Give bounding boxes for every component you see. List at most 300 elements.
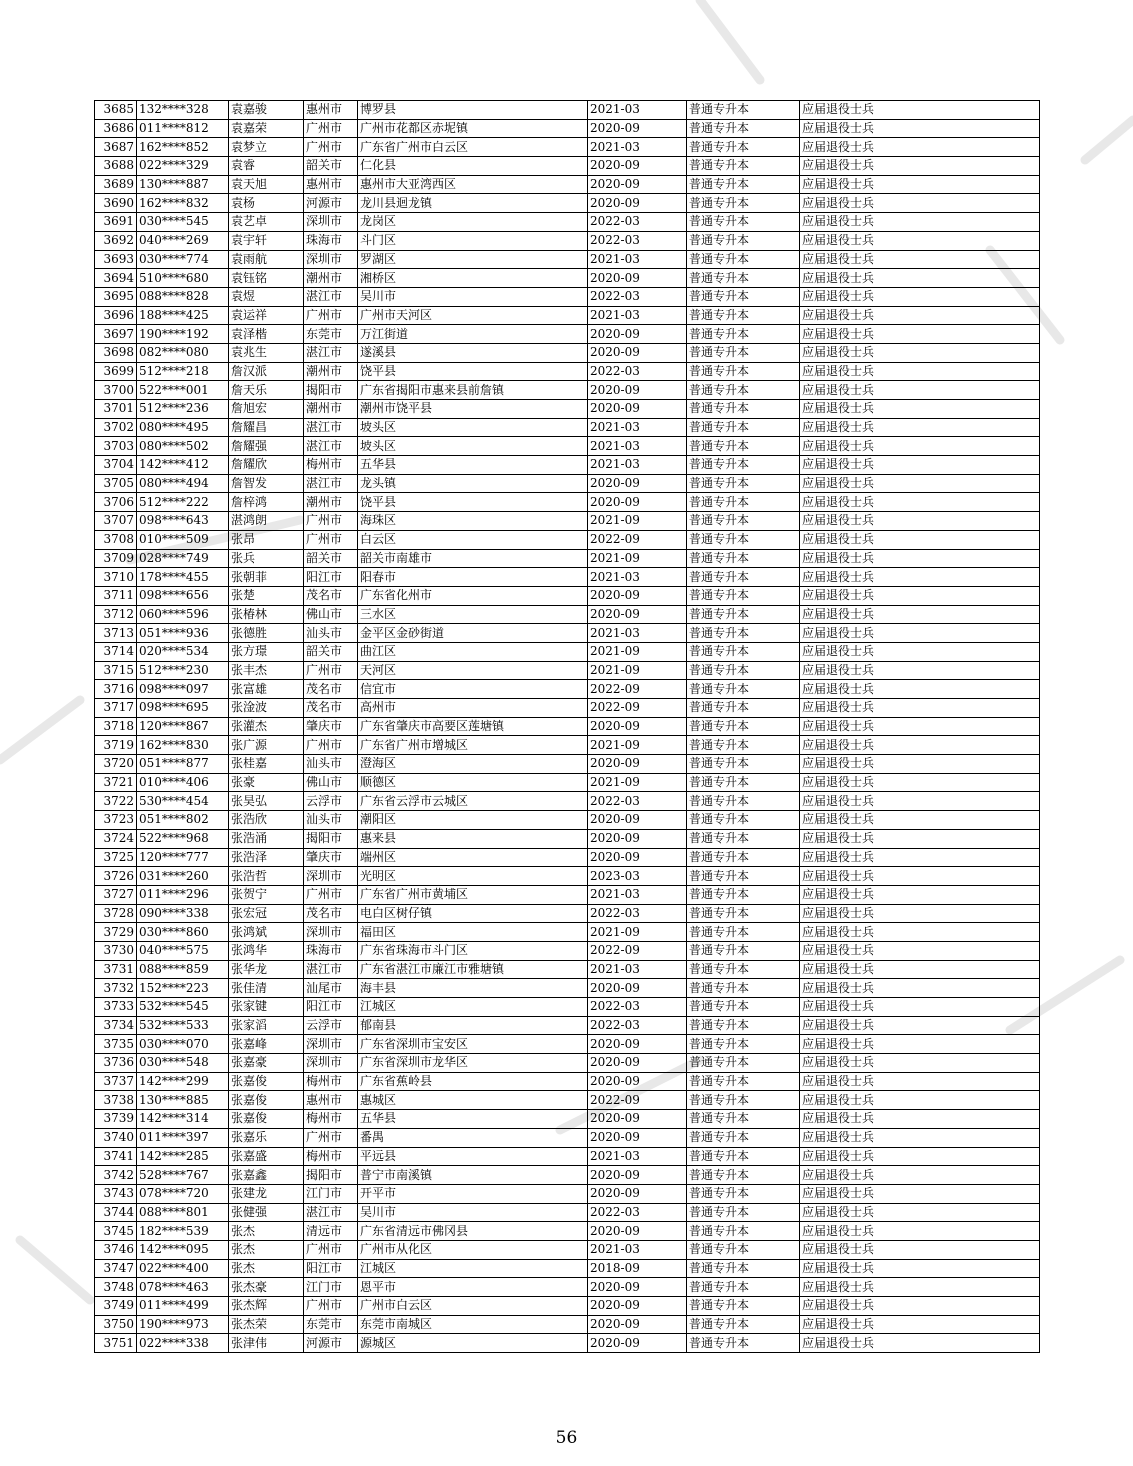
name-cell: 袁宇轩 bbox=[229, 231, 304, 250]
table-row bbox=[95, 175, 1040, 194]
candidate-id-cell: 010****406 bbox=[137, 773, 229, 792]
name-cell: 张嘉俊 bbox=[229, 1110, 304, 1129]
name-cell: 袁钰铭 bbox=[229, 269, 304, 288]
serial-number-cell: 3750 bbox=[95, 1315, 137, 1334]
serial-number-cell: 3690 bbox=[95, 194, 137, 213]
city-cell: 广州市 bbox=[304, 530, 358, 549]
candidate-id-cell: 078****720 bbox=[137, 1184, 229, 1203]
city-cell: 湛江市 bbox=[304, 418, 358, 437]
city-cell: 东莞市 bbox=[304, 1315, 358, 1334]
address-cell: 罗湖区 bbox=[358, 250, 588, 269]
name-cell: 张椿林 bbox=[229, 605, 304, 624]
serial-number-cell: 3740 bbox=[95, 1128, 137, 1147]
status-cell: 应届退役士兵 bbox=[800, 717, 1040, 736]
status-cell: 应届退役士兵 bbox=[800, 624, 1040, 643]
candidate-id-cell: 030****860 bbox=[137, 923, 229, 942]
category-cell: 普通专升本 bbox=[687, 568, 800, 587]
address-cell: 广东省珠海市斗门区 bbox=[358, 941, 588, 960]
address-cell: 天河区 bbox=[358, 661, 588, 680]
category-cell: 普通专升本 bbox=[687, 941, 800, 960]
category-cell: 普通专升本 bbox=[687, 325, 800, 344]
enlist-date-cell: 2021-03 bbox=[588, 306, 687, 325]
serial-number-cell: 3718 bbox=[95, 717, 137, 736]
address-cell: 光明区 bbox=[358, 867, 588, 886]
table-row bbox=[95, 549, 1040, 568]
category-cell: 普通专升本 bbox=[687, 979, 800, 998]
serial-number-cell: 3706 bbox=[95, 493, 137, 512]
serial-number-cell: 3716 bbox=[95, 680, 137, 699]
candidate-id-cell: 530****454 bbox=[137, 792, 229, 811]
table-row bbox=[95, 1110, 1040, 1129]
serial-number-cell: 3743 bbox=[95, 1184, 137, 1203]
status-cell: 应届退役士兵 bbox=[800, 941, 1040, 960]
city-cell: 深圳市 bbox=[304, 250, 358, 269]
enlist-date-cell: 2022-03 bbox=[588, 231, 687, 250]
city-cell: 潮州市 bbox=[304, 362, 358, 381]
address-cell: 广东省深圳市宝安区 bbox=[358, 1035, 588, 1054]
serial-number-cell: 3686 bbox=[95, 119, 137, 138]
category-cell: 普通专升本 bbox=[687, 904, 800, 923]
table-row bbox=[95, 717, 1040, 736]
city-cell: 广州市 bbox=[304, 306, 358, 325]
address-cell: 仁化县 bbox=[358, 157, 588, 176]
address-cell: 广东省广州市增城区 bbox=[358, 736, 588, 755]
address-cell: 广州市花都区赤坭镇 bbox=[358, 119, 588, 138]
enlist-date-cell: 2020-09 bbox=[588, 1035, 687, 1054]
enlist-date-cell: 2021-03 bbox=[588, 1147, 687, 1166]
enlist-date-cell: 2021-03 bbox=[588, 960, 687, 979]
table-row bbox=[95, 904, 1040, 923]
status-cell: 应届退役士兵 bbox=[800, 287, 1040, 306]
candidate-id-cell: 162****832 bbox=[137, 194, 229, 213]
city-cell: 茂名市 bbox=[304, 699, 358, 718]
candidate-id-cell: 132****328 bbox=[137, 101, 229, 120]
address-cell: 广州市天河区 bbox=[358, 306, 588, 325]
serial-number-cell: 3747 bbox=[95, 1259, 137, 1278]
status-cell: 应届退役士兵 bbox=[800, 325, 1040, 344]
serial-number-cell: 3698 bbox=[95, 343, 137, 362]
category-cell: 普通专升本 bbox=[687, 998, 800, 1017]
serial-number-cell: 3688 bbox=[95, 157, 137, 176]
category-cell: 普通专升本 bbox=[687, 1128, 800, 1147]
table-row bbox=[95, 755, 1040, 774]
enlist-date-cell: 2020-09 bbox=[588, 586, 687, 605]
name-cell: 张杰 bbox=[229, 1222, 304, 1241]
city-cell: 湛江市 bbox=[304, 960, 358, 979]
enlist-date-cell: 2020-09 bbox=[588, 175, 687, 194]
status-cell: 应届退役士兵 bbox=[800, 792, 1040, 811]
name-cell: 张健强 bbox=[229, 1203, 304, 1222]
candidate-id-cell: 522****001 bbox=[137, 381, 229, 400]
candidate-id-cell: 082****080 bbox=[137, 343, 229, 362]
address-cell: 源城区 bbox=[358, 1334, 588, 1353]
category-cell: 普通专升本 bbox=[687, 456, 800, 475]
address-cell: 江城区 bbox=[358, 998, 588, 1017]
city-cell: 清远市 bbox=[304, 1222, 358, 1241]
status-cell: 应届退役士兵 bbox=[800, 400, 1040, 419]
candidate-id-cell: 040****269 bbox=[137, 231, 229, 250]
candidate-id-cell: 030****545 bbox=[137, 213, 229, 232]
status-cell: 应届退役士兵 bbox=[800, 829, 1040, 848]
city-cell: 韶关市 bbox=[304, 549, 358, 568]
table-row bbox=[95, 1016, 1040, 1035]
enlist-date-cell: 2020-09 bbox=[588, 493, 687, 512]
table-row bbox=[95, 811, 1040, 830]
city-cell: 东莞市 bbox=[304, 325, 358, 344]
status-cell: 应届退役士兵 bbox=[800, 194, 1040, 213]
enlist-date-cell: 2020-09 bbox=[588, 829, 687, 848]
name-cell: 张豪 bbox=[229, 773, 304, 792]
table-row bbox=[95, 1203, 1040, 1222]
status-cell: 应届退役士兵 bbox=[800, 680, 1040, 699]
address-cell: 龙川县迴龙镇 bbox=[358, 194, 588, 213]
serial-number-cell: 3733 bbox=[95, 998, 137, 1017]
candidate-id-cell: 011****812 bbox=[137, 119, 229, 138]
category-cell: 普通专升本 bbox=[687, 755, 800, 774]
candidate-id-cell: 512****222 bbox=[137, 493, 229, 512]
address-cell: 番禺 bbox=[358, 1128, 588, 1147]
candidate-id-cell: 051****877 bbox=[137, 755, 229, 774]
enlist-date-cell: 2022-03 bbox=[588, 904, 687, 923]
table-row bbox=[95, 287, 1040, 306]
serial-number-cell: 3700 bbox=[95, 381, 137, 400]
city-cell: 潮州市 bbox=[304, 269, 358, 288]
status-cell: 应届退役士兵 bbox=[800, 1297, 1040, 1316]
table-row bbox=[95, 493, 1040, 512]
serial-number-cell: 3726 bbox=[95, 867, 137, 886]
category-cell: 普通专升本 bbox=[687, 269, 800, 288]
enlist-date-cell: 2021-03 bbox=[588, 250, 687, 269]
serial-number-cell: 3697 bbox=[95, 325, 137, 344]
address-cell: 东莞市南城区 bbox=[358, 1315, 588, 1334]
enlist-date-cell: 2020-09 bbox=[588, 1334, 687, 1353]
name-cell: 张嘉豪 bbox=[229, 1054, 304, 1073]
address-cell: 信宜市 bbox=[358, 680, 588, 699]
category-cell: 普通专升本 bbox=[687, 885, 800, 904]
serial-number-cell: 3708 bbox=[95, 530, 137, 549]
address-cell: 潮阳区 bbox=[358, 811, 588, 830]
city-cell: 阳江市 bbox=[304, 568, 358, 587]
enlist-date-cell: 2020-09 bbox=[588, 755, 687, 774]
status-cell: 应届退役士兵 bbox=[800, 904, 1040, 923]
city-cell: 茂名市 bbox=[304, 904, 358, 923]
category-cell: 普通专升本 bbox=[687, 231, 800, 250]
name-cell: 詹耀强 bbox=[229, 437, 304, 456]
enlist-date-cell: 2020-09 bbox=[588, 717, 687, 736]
table-row bbox=[95, 1128, 1040, 1147]
candidate-id-cell: 040****575 bbox=[137, 941, 229, 960]
table-row bbox=[95, 381, 1040, 400]
status-cell: 应届退役士兵 bbox=[800, 960, 1040, 979]
enlist-date-cell: 2020-09 bbox=[588, 474, 687, 493]
serial-number-cell: 3738 bbox=[95, 1091, 137, 1110]
category-cell: 普通专升本 bbox=[687, 343, 800, 362]
city-cell: 汕尾市 bbox=[304, 979, 358, 998]
enlist-date-cell: 2022-03 bbox=[588, 287, 687, 306]
enlist-date-cell: 2020-09 bbox=[588, 194, 687, 213]
address-cell: 龙岗区 bbox=[358, 213, 588, 232]
name-cell: 张桂嘉 bbox=[229, 755, 304, 774]
name-cell: 袁雨航 bbox=[229, 250, 304, 269]
serial-number-cell: 3711 bbox=[95, 586, 137, 605]
status-cell: 应届退役士兵 bbox=[800, 642, 1040, 661]
name-cell: 詹旭宏 bbox=[229, 400, 304, 419]
serial-number-cell: 3694 bbox=[95, 269, 137, 288]
status-cell: 应届退役士兵 bbox=[800, 549, 1040, 568]
status-cell: 应届退役士兵 bbox=[800, 1222, 1040, 1241]
city-cell: 广州市 bbox=[304, 736, 358, 755]
category-cell: 普通专升本 bbox=[687, 119, 800, 138]
city-cell: 梅州市 bbox=[304, 1072, 358, 1091]
enlist-date-cell: 2020-09 bbox=[588, 1297, 687, 1316]
enlist-date-cell: 2021-09 bbox=[588, 512, 687, 531]
city-cell: 广州市 bbox=[304, 885, 358, 904]
enlist-date-cell: 2022-03 bbox=[588, 362, 687, 381]
name-cell: 袁嘉骏 bbox=[229, 101, 304, 120]
city-cell: 广州市 bbox=[304, 119, 358, 138]
status-cell: 应届退役士兵 bbox=[800, 1240, 1040, 1259]
candidate-id-cell: 522****968 bbox=[137, 829, 229, 848]
table-row bbox=[95, 661, 1040, 680]
address-cell: 广东省云浮市云城区 bbox=[358, 792, 588, 811]
status-cell: 应届退役士兵 bbox=[800, 923, 1040, 942]
candidate-id-cell: 190****192 bbox=[137, 325, 229, 344]
address-cell: 饶平县 bbox=[358, 362, 588, 381]
table-row bbox=[95, 362, 1040, 381]
enlist-date-cell: 2020-09 bbox=[588, 1128, 687, 1147]
table-body bbox=[95, 101, 1040, 1353]
serial-number-cell: 3705 bbox=[95, 474, 137, 493]
table-row bbox=[95, 1278, 1040, 1297]
table-row bbox=[95, 1184, 1040, 1203]
status-cell: 应届退役士兵 bbox=[800, 306, 1040, 325]
table-row bbox=[95, 586, 1040, 605]
table-row bbox=[95, 1147, 1040, 1166]
address-cell: 惠来县 bbox=[358, 829, 588, 848]
candidate-id-cell: 120****867 bbox=[137, 717, 229, 736]
city-cell: 湛江市 bbox=[304, 437, 358, 456]
address-cell: 广东省蕉岭县 bbox=[358, 1072, 588, 1091]
name-cell: 张富雄 bbox=[229, 680, 304, 699]
city-cell: 佛山市 bbox=[304, 773, 358, 792]
name-cell: 张鸿华 bbox=[229, 941, 304, 960]
category-cell: 普通专升本 bbox=[687, 194, 800, 213]
enlist-date-cell: 2020-09 bbox=[588, 979, 687, 998]
serial-number-cell: 3731 bbox=[95, 960, 137, 979]
category-cell: 普通专升本 bbox=[687, 1334, 800, 1353]
city-cell: 广州市 bbox=[304, 512, 358, 531]
city-cell: 梅州市 bbox=[304, 1110, 358, 1129]
city-cell: 湛江市 bbox=[304, 1203, 358, 1222]
category-cell: 普通专升本 bbox=[687, 1259, 800, 1278]
table-row bbox=[95, 1334, 1040, 1353]
name-cell: 张丰杰 bbox=[229, 661, 304, 680]
status-cell: 应届退役士兵 bbox=[800, 736, 1040, 755]
enlist-date-cell: 2020-09 bbox=[588, 1072, 687, 1091]
table-row bbox=[95, 1240, 1040, 1259]
table-row bbox=[95, 325, 1040, 344]
address-cell: 斗门区 bbox=[358, 231, 588, 250]
status-cell: 应届退役士兵 bbox=[800, 1035, 1040, 1054]
enlist-date-cell: 2020-09 bbox=[588, 325, 687, 344]
serial-number-cell: 3739 bbox=[95, 1110, 137, 1129]
address-cell: 广东省广州市黄埔区 bbox=[358, 885, 588, 904]
name-cell: 张家键 bbox=[229, 998, 304, 1017]
status-cell: 应届退役士兵 bbox=[800, 530, 1040, 549]
name-cell: 张嘉峰 bbox=[229, 1035, 304, 1054]
address-cell: 广东省化州市 bbox=[358, 586, 588, 605]
status-cell: 应届退役士兵 bbox=[800, 1334, 1040, 1353]
category-cell: 普通专升本 bbox=[687, 287, 800, 306]
status-cell: 应届退役士兵 bbox=[800, 157, 1040, 176]
address-cell: 白云区 bbox=[358, 530, 588, 549]
status-cell: 应届退役士兵 bbox=[800, 1072, 1040, 1091]
category-cell: 普通专升本 bbox=[687, 474, 800, 493]
enlist-date-cell: 2023-03 bbox=[588, 867, 687, 886]
address-cell: 吴川市 bbox=[358, 287, 588, 306]
enlist-date-cell: 2020-09 bbox=[588, 1110, 687, 1129]
name-cell: 张杰 bbox=[229, 1240, 304, 1259]
city-cell: 广州市 bbox=[304, 1297, 358, 1316]
city-cell: 云浮市 bbox=[304, 1016, 358, 1035]
enlist-date-cell: 2020-09 bbox=[588, 1315, 687, 1334]
enlist-date-cell: 2021-03 bbox=[588, 624, 687, 643]
candidate-id-cell: 098****097 bbox=[137, 680, 229, 699]
serial-number-cell: 3707 bbox=[95, 512, 137, 531]
name-cell: 张杰 bbox=[229, 1259, 304, 1278]
city-cell: 湛江市 bbox=[304, 474, 358, 493]
table-row bbox=[95, 1259, 1040, 1278]
serial-number-cell: 3741 bbox=[95, 1147, 137, 1166]
candidate-id-cell: 142****299 bbox=[137, 1072, 229, 1091]
name-cell: 袁嘉荣 bbox=[229, 119, 304, 138]
enlist-date-cell: 2021-09 bbox=[588, 549, 687, 568]
category-cell: 普通专升本 bbox=[687, 624, 800, 643]
status-cell: 应届退役士兵 bbox=[800, 605, 1040, 624]
name-cell: 张嘉鑫 bbox=[229, 1166, 304, 1185]
name-cell: 张朝菲 bbox=[229, 568, 304, 587]
category-cell: 普通专升本 bbox=[687, 250, 800, 269]
candidate-id-cell: 090****338 bbox=[137, 904, 229, 923]
table-row bbox=[95, 624, 1040, 643]
enlist-date-cell: 2020-09 bbox=[588, 605, 687, 624]
status-cell: 应届退役士兵 bbox=[800, 493, 1040, 512]
name-cell: 湛鸿朗 bbox=[229, 512, 304, 531]
serial-number-cell: 3712 bbox=[95, 605, 137, 624]
status-cell: 应届退役士兵 bbox=[800, 1203, 1040, 1222]
category-cell: 普通专升本 bbox=[687, 1110, 800, 1129]
table-row bbox=[95, 773, 1040, 792]
address-cell: 吴川市 bbox=[358, 1203, 588, 1222]
city-cell: 湛江市 bbox=[304, 287, 358, 306]
status-cell: 应届退役士兵 bbox=[800, 773, 1040, 792]
status-cell: 应届退役士兵 bbox=[800, 811, 1040, 830]
enlist-date-cell: 2022-03 bbox=[588, 1016, 687, 1035]
address-cell: 遂溪县 bbox=[358, 343, 588, 362]
address-cell: 广州市白云区 bbox=[358, 1297, 588, 1316]
status-cell: 应届退役士兵 bbox=[800, 1184, 1040, 1203]
address-cell: 广州市从化区 bbox=[358, 1240, 588, 1259]
serial-number-cell: 3714 bbox=[95, 642, 137, 661]
serial-number-cell: 3735 bbox=[95, 1035, 137, 1054]
address-cell: 湘桥区 bbox=[358, 269, 588, 288]
status-cell: 应届退役士兵 bbox=[800, 1016, 1040, 1035]
city-cell: 潮州市 bbox=[304, 400, 358, 419]
status-cell: 应届退役士兵 bbox=[800, 512, 1040, 531]
enlist-date-cell: 2021-03 bbox=[588, 138, 687, 157]
name-cell: 张淦波 bbox=[229, 699, 304, 718]
name-cell: 张方璟 bbox=[229, 642, 304, 661]
table-row bbox=[95, 138, 1040, 157]
candidate-id-cell: 130****887 bbox=[137, 175, 229, 194]
category-cell: 普通专升本 bbox=[687, 213, 800, 232]
serial-number-cell: 3720 bbox=[95, 755, 137, 774]
candidate-id-cell: 130****885 bbox=[137, 1091, 229, 1110]
category-cell: 普通专升本 bbox=[687, 1054, 800, 1073]
enlist-date-cell: 2021-09 bbox=[588, 736, 687, 755]
candidate-id-cell: 182****539 bbox=[137, 1222, 229, 1241]
serial-number-cell: 3691 bbox=[95, 213, 137, 232]
city-cell: 深圳市 bbox=[304, 213, 358, 232]
name-cell: 张昂 bbox=[229, 530, 304, 549]
enlist-date-cell: 2021-03 bbox=[588, 437, 687, 456]
status-cell: 应届退役士兵 bbox=[800, 661, 1040, 680]
enlist-date-cell: 2021-03 bbox=[588, 418, 687, 437]
address-cell: 三水区 bbox=[358, 605, 588, 624]
table-row bbox=[95, 979, 1040, 998]
serial-number-cell: 3704 bbox=[95, 456, 137, 475]
category-cell: 普通专升本 bbox=[687, 437, 800, 456]
candidate-id-cell: 022****338 bbox=[137, 1334, 229, 1353]
candidate-id-cell: 142****095 bbox=[137, 1240, 229, 1259]
address-cell: 广东省深圳市龙华区 bbox=[358, 1054, 588, 1073]
address-cell: 曲江区 bbox=[358, 642, 588, 661]
name-cell: 张楚 bbox=[229, 586, 304, 605]
table-row bbox=[95, 1315, 1040, 1334]
candidate-id-cell: 142****285 bbox=[137, 1147, 229, 1166]
candidate-id-cell: 098****643 bbox=[137, 512, 229, 531]
city-cell: 广州市 bbox=[304, 1128, 358, 1147]
status-cell: 应届退役士兵 bbox=[800, 138, 1040, 157]
address-cell: 江城区 bbox=[358, 1259, 588, 1278]
city-cell: 深圳市 bbox=[304, 867, 358, 886]
enlist-date-cell: 2020-09 bbox=[588, 119, 687, 138]
status-cell: 应届退役士兵 bbox=[800, 755, 1040, 774]
serial-number-cell: 3736 bbox=[95, 1054, 137, 1073]
table-row bbox=[95, 867, 1040, 886]
enlist-date-cell: 2021-03 bbox=[588, 885, 687, 904]
category-cell: 普通专升本 bbox=[687, 1147, 800, 1166]
name-cell: 袁梦立 bbox=[229, 138, 304, 157]
candidate-id-cell: 152****223 bbox=[137, 979, 229, 998]
status-cell: 应届退役士兵 bbox=[800, 1166, 1040, 1185]
address-cell: 端州区 bbox=[358, 848, 588, 867]
enlist-date-cell: 2022-09 bbox=[588, 1091, 687, 1110]
serial-number-cell: 3715 bbox=[95, 661, 137, 680]
city-cell: 阳江市 bbox=[304, 1259, 358, 1278]
address-cell: 龙头镇 bbox=[358, 474, 588, 493]
name-cell: 袁艺卓 bbox=[229, 213, 304, 232]
address-cell: 阳春市 bbox=[358, 568, 588, 587]
candidate-id-cell: 098****695 bbox=[137, 699, 229, 718]
candidate-id-cell: 120****777 bbox=[137, 848, 229, 867]
status-cell: 应届退役士兵 bbox=[800, 474, 1040, 493]
candidate-id-cell: 030****070 bbox=[137, 1035, 229, 1054]
serial-number-cell: 3713 bbox=[95, 624, 137, 643]
city-cell: 云浮市 bbox=[304, 792, 358, 811]
name-cell: 张浩欣 bbox=[229, 811, 304, 830]
address-cell: 广东省揭阳市惠来县前詹镇 bbox=[358, 381, 588, 400]
